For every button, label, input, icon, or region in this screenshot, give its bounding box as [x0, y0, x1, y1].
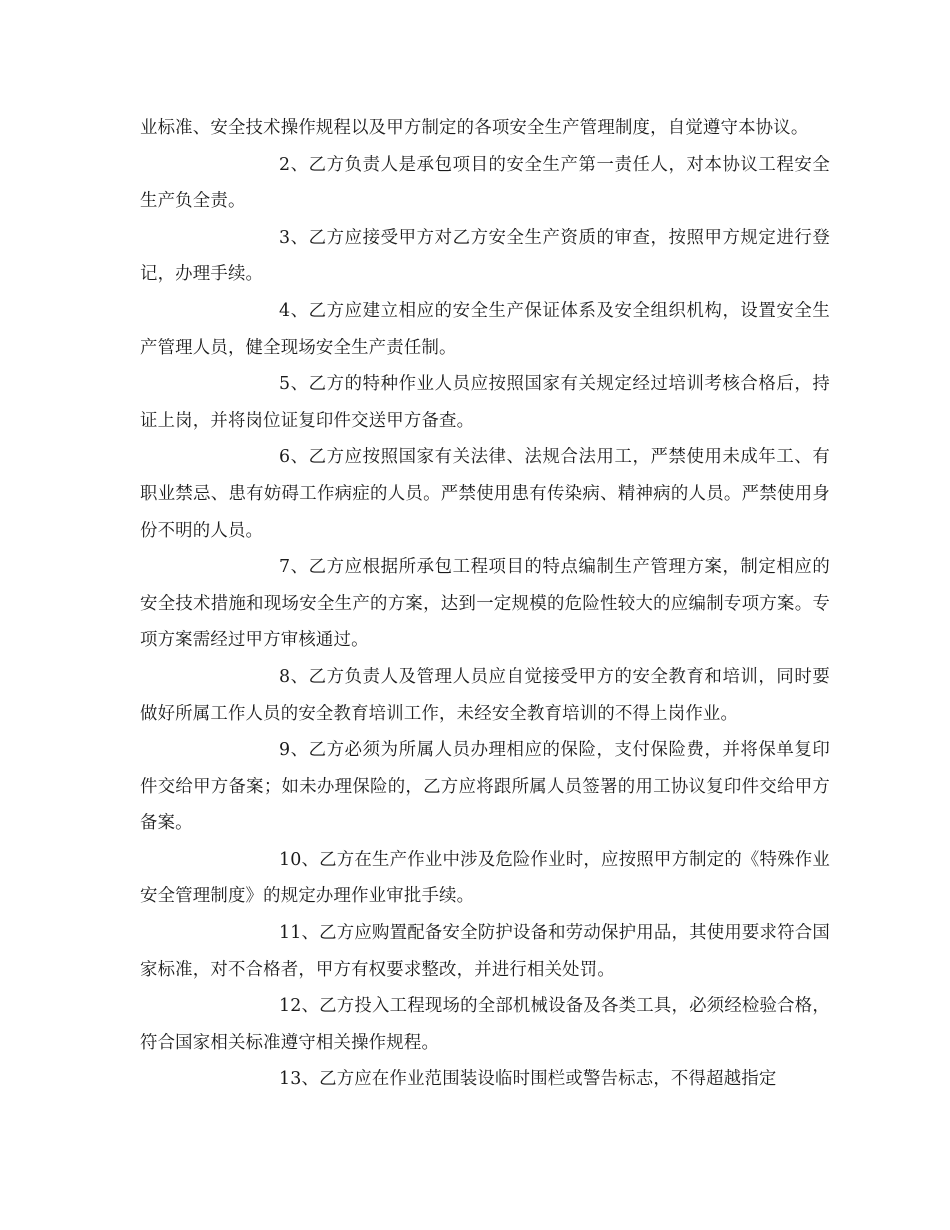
paragraph-clause-5: 5、乙方的特种作业人员应按照国家有关规定经过培训考核合格后，持证上岗，并将岗位证复印件交送甲方备查。	[140, 374, 830, 431]
paragraph-clause-9: 9、乙方必须为所属人员办理相应的保险，支付保险费，并将保单复印件交给甲方备案；如未办理保险的，乙方应将跟所属人员签署的用工协议复印件交给甲方备案。	[140, 740, 830, 834]
paragraph-clause-3: 3、乙方应接受甲方对乙方安全生产资质的审查，按照甲方规定进行登记，办理手续。	[140, 227, 830, 285]
paragraph-clause-4: 4、乙方应建立相应的安全生产保证体系及安全组织机构，设置安全生产管理人员，健全现场安全生产责任制。	[140, 300, 830, 358]
paragraph-continuation: 业标准、安全技术操作规程以及甲方制定的各项安全生产管理制度，自觉遵守本协议。	[140, 118, 809, 138]
document-body	[140, 110, 830, 1098]
paragraph-clause-2: 2、乙方负责人是承包项目的安全生产第一责任人，对本协议工程安全生产负全责。	[140, 154, 830, 212]
paragraph-clause-11: 11、乙方应购置配备安全防护设备和劳动保护用品，其使用要求符合国家标准，对不合格者，甲方有权要求整改，并进行相关处罚。	[140, 923, 830, 980]
paragraph-clause-13: 13、乙方应在作业范围装设临时围栏或警告标志，不得超越指定	[279, 1069, 777, 1090]
paragraph-clause-10: 10、乙方在生产作业中涉及危险作业时，应按照甲方制定的《特殊作业安全管理制度》的规定办理作业审批手续。	[140, 849, 830, 907]
paragraph-clause-6: 6、乙方应按照国家有关法律、法规合法用工，严禁使用未成年工、有职业禁忌、患有妨碍工作病症的人员。严禁使用患有传染病、精神病的人员。严禁使用身份不明的人员。	[140, 447, 830, 541]
paragraph-clause-7: 7、乙方应根据所承包工程项目的特点编制生产管理方案，制定相应的安全技术措施和现场安全生产的方案，达到一定规模的危险性较大的应编制专项方案。专项方案需经过甲方审核通过。	[140, 557, 830, 651]
paragraph-clause-12: 12、乙方投入工程现场的全部机械设备及各类工具，必须经检验合格，符合国家相关标准遵守相关操作规程。	[140, 996, 830, 1053]
paragraph-clause-8: 8、乙方负责人及管理人员应自觉接受甲方的安全教育和培训，同时要做好所属工作人员的安全教育培训工作，未经安全教育培训的不得上岗作业。	[140, 666, 830, 724]
